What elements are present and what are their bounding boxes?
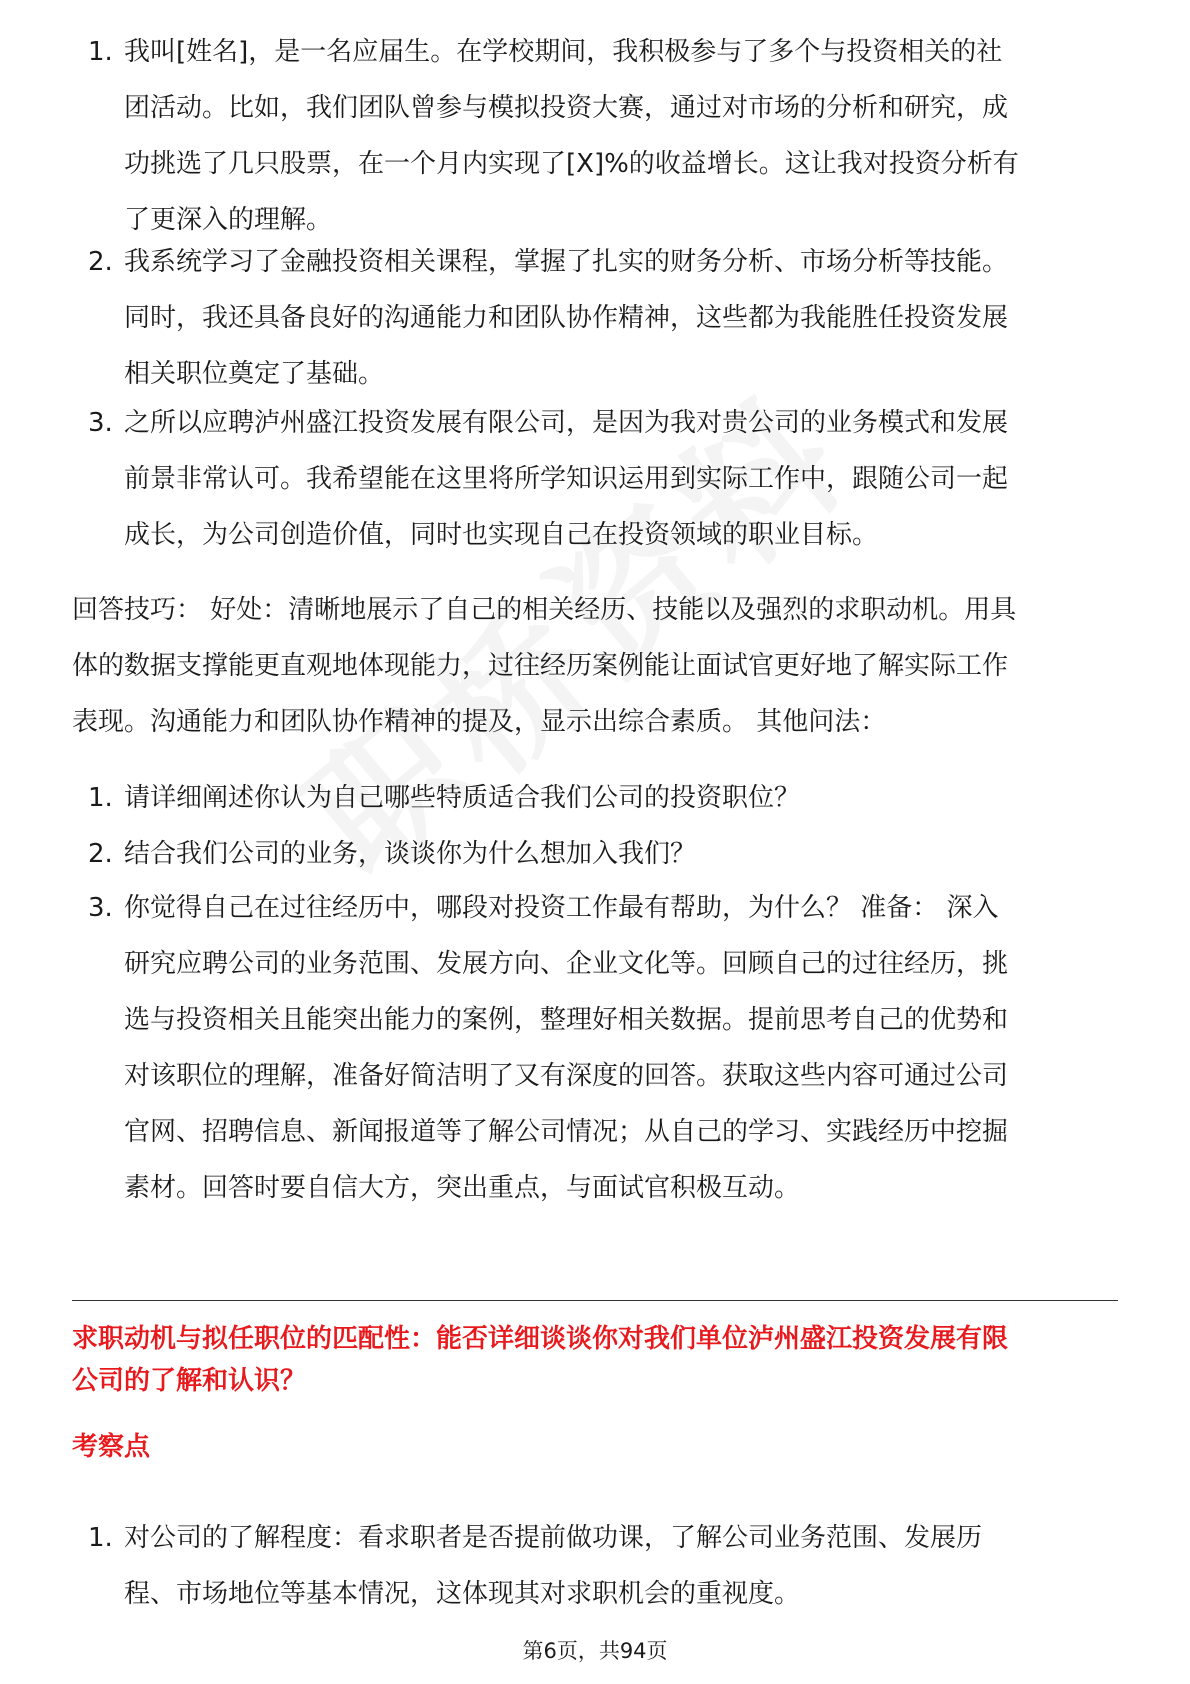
- list-number: 1.: [88, 1523, 113, 1553]
- list-number: 3.: [88, 893, 113, 923]
- list-item-text: [124, 1510, 1124, 1622]
- text-line: 程、市场地位等基本情况，这体现其对求职机会的重视度。: [124, 1579, 801, 1609]
- text-line: 了更深入的理解。: [124, 205, 333, 235]
- text-line: 对公司的了解程度：看求职者是否提前做功课，了解公司业务范围、发展历: [124, 1523, 983, 1553]
- text-line: 官网、招聘信息、新闻报道等了解公司情况；从自己的学习、实践经历中挖掘: [124, 1117, 1009, 1147]
- text-line: 功挑选了几只股票，在一个月内实现了[X]%的收益增长。这让我对投资分析有: [124, 149, 1019, 179]
- text-line: 求职动机与拟任职位的匹配性：能否详细谈谈你对我们单位泸州盛江投资发展有限: [72, 1324, 1009, 1354]
- text-line: 前景非常认可。我希望能在这里将所学知识运用到实际工作中，跟随公司一起: [124, 464, 1009, 494]
- list-number: 2.: [88, 839, 113, 869]
- text-line: 同时，我还具备良好的沟通能力和团队协作精神，这些都为我能胜任投资发展: [124, 303, 1009, 333]
- list-item-text: [124, 770, 1124, 826]
- text-line: 相关职位奠定了基础。: [124, 359, 385, 389]
- list-item-text: [124, 24, 1124, 248]
- text-line: 研究应聘公司的业务范围、发展方向、企业文化等。回顾自己的过往经历，挑: [124, 949, 1009, 979]
- question-heading: [72, 1318, 1132, 1402]
- answer-tips-paragraph: [72, 582, 1132, 750]
- text-line: 之所以应聘泸州盛江投资发展有限公司，是因为我对贵公司的业务模式和发展: [124, 408, 1009, 438]
- list-number: 1.: [88, 37, 113, 67]
- page-footer: 第6页，共94页: [522, 1639, 668, 1663]
- section-label: 考察点: [72, 1432, 151, 1462]
- text-line: 结合我们公司的业务，谈谈你为什么想加入我们？: [124, 839, 697, 869]
- text-line: 表现。沟通能力和团队协作精神的提及，显示出综合素质。 其他问法：: [72, 707, 887, 737]
- list-item-text: [124, 395, 1124, 563]
- text-line: 你觉得自己在过往经历中，哪段对投资工作最有帮助，为什么？ 准备： 深入: [124, 893, 999, 923]
- text-line: 对该职位的理解，准备好简洁明了又有深度的回答。获取这些内容可通过公司: [124, 1061, 1009, 1091]
- section-divider: [72, 1300, 1118, 1301]
- list-item-text: [124, 826, 1124, 882]
- text-line: 请详细阐述你认为自己哪些特质适合我们公司的投资职位？: [124, 783, 801, 813]
- list-number: 1.: [88, 783, 113, 813]
- text-line: 选与投资相关且能突出能力的案例，整理好相关数据。提前思考自己的优势和: [124, 1005, 1009, 1035]
- text-line: 我叫[姓名]，是一名应届生。在学校期间，我积极参与了多个与投资相关的社: [124, 37, 1003, 67]
- list-item-text: [124, 880, 1124, 1216]
- text-line: 素材。回答时要自信大方，突出重点，与面试官积极互动。: [124, 1173, 801, 1203]
- list-item-text: [124, 234, 1124, 402]
- text-line: 回答技巧： 好处：清晰地展示了自己的相关经历、技能以及强烈的求职动机。用具: [72, 595, 1017, 625]
- text-line: 我系统学习了金融投资相关课程，掌握了扎实的财务分析、市场分析等技能。: [124, 247, 1009, 277]
- list-number: 2.: [88, 247, 113, 277]
- text-line: 成长，为公司创造价值，同时也实现自己在投资领域的职业目标。: [124, 520, 879, 550]
- list-number: 3.: [88, 408, 113, 438]
- text-line: 公司的了解和认识？: [72, 1366, 307, 1396]
- text-line: 团活动。比如，我们团队曾参与模拟投资大赛，通过对市场的分析和研究，成: [124, 93, 1009, 123]
- text-line: 体的数据支撑能更直观地体现能力，过往经历案例能让面试官更好地了解实际工作: [72, 651, 1009, 681]
